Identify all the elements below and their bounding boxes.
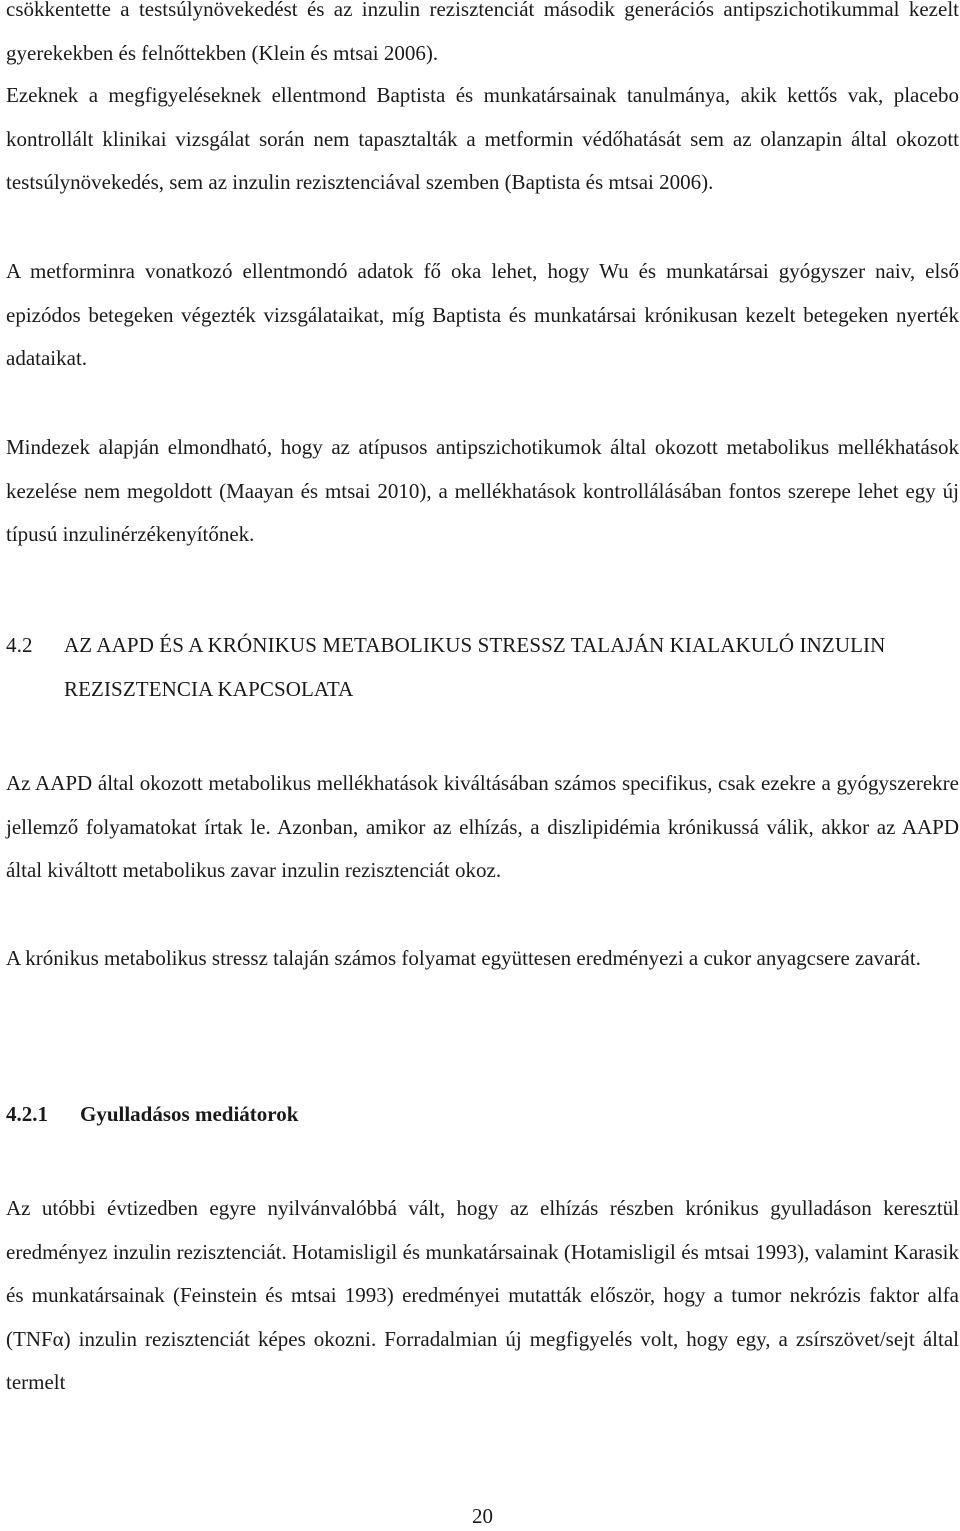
paragraph-aapd-side-effects: Az AAPD által okozott metabolikus mellékhatások kiváltásában számos specifikus, csak ezekre a gyógyszerekre jellemző folyamatokat írtak le. Azonban, amikor az elhízás, a diszlipidémia krónikussá válik, akkor az AAPD által kiváltott metabolikus zavar inzulin rezisztenciát okoz. [6, 771, 959, 882]
paragraph-chronic-stress: A krónikus metabolikus stressz talaján számos folyamat együttesen eredményezi a cukor anyagcsere zavarát. [6, 946, 921, 970]
paragraph-baptista: Ezeknek a megfigyeléseknek ellentmond Baptista és munkatársainak tanulmánya, akik kettős vak, placebo kontrollált klinikai vizsgálat során nem tapasztalták a metformin védőhatását sem az olanzapin által okozott testsúlynövekedés, sem az inzulin rezisztenciával szemben (Baptista és mtsai 2006). [6, 83, 959, 194]
page-number: 20 [472, 1504, 493, 1528]
document-page [6, 0, 959, 1531]
paragraph-inflammatory-mediators: Az utóbbi évtizedben egyre nyilvánvalóbbá vált, hogy az elhízás részben krónikus gyulladáson keresztül eredményez inzulin rezisztenciát. Hotamisligil és munkatársainak (Hotamisligil és mtsai 1993), valamint Karasik és munkatársainak (Feinstein és mtsai 1993) eredményei mutatták először, hogy a tumor nekrózis faktor alfa (TNFα) inzulin rezisztenciát képes okozni. Forradalmian új megfigyelés volt, hogy egy, a zsírszövet/sejt által termelt [6, 1196, 959, 1394]
section-title: AZ AAPD ÉS A KRÓNIKUS METABOLIKUS STRESSZ TALAJÁN KIALAKULÓ INZULIN REZISZTENCIA KAPCSOLATA [64, 633, 886, 701]
paragraph-conclusion: Mindezek alapján elmondható, hogy az atípusos antipszichotikumok által okozott metabolikus mellékhatások kezelése nem megoldott (Maayan és mtsai 2010), a mellékhatások kontrollálásában fontos szerepe lehet egy új típusú inzulinérzékenyítőnek. [6, 435, 959, 546]
subsection-number: 4.2.1 [6, 1102, 48, 1126]
paragraph-metformin-contradiction: A metforminra vonatkozó ellentmondó adatok fő oka lehet, hogy Wu és munkatársai gyógyszer naiv, első epizódos betegeken végezték vizsgálataikat, míg Baptista és munkatársai krónikusan kezelt betegeken nyerték adataikat. [6, 259, 959, 370]
section-number: 4.2 [6, 633, 33, 657]
paragraph-klein-continuation: csökkentette a testsúlynövekedést és az inzulin rezisztenciát második generációs antipszichotikummal kezelt gyerekekben és felnőttekben (Klein és mtsai 2006). [6, 0, 959, 65]
subsection-title: Gyulladásos mediátorok [80, 1102, 299, 1126]
